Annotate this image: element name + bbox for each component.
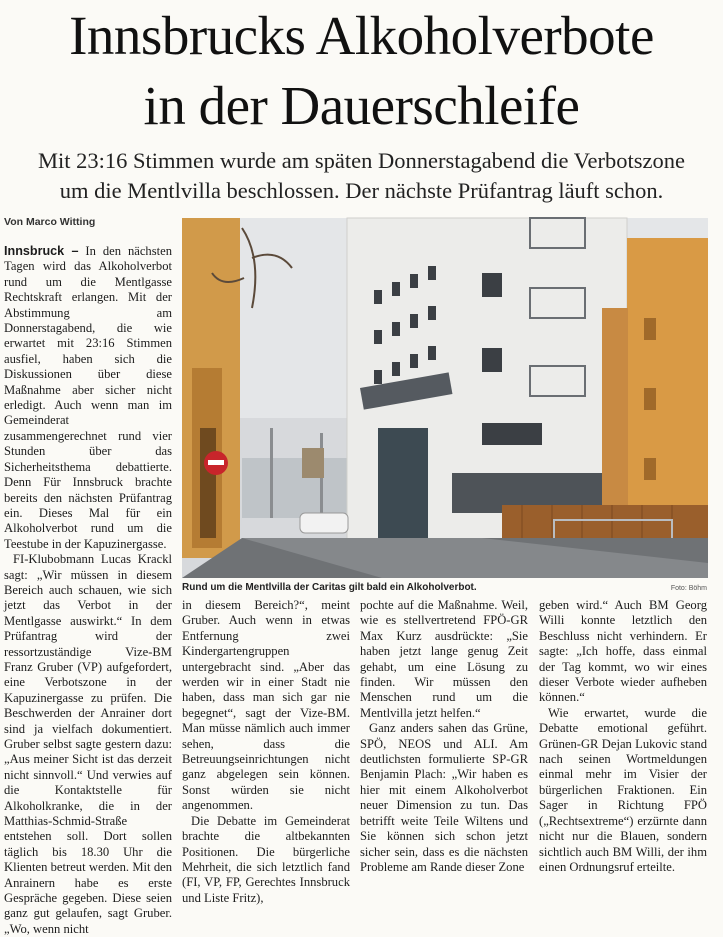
paragraph: Ganz anders sahen das Grüne, SPÖ, NEOS und ALI. Am deutlichsten formulierte SP-GR Benjamin Plach: „Wir haben es hier mit einem Alkoholverbot neuer Dimension zu tun. Das betrifft weite Teile Wiltens und Sie können sich schon jetzt sicher sein, dass es die nächsten Probleme am Rande dieser Zone bbox=[360, 721, 528, 874]
article-column-3 bbox=[360, 598, 528, 890]
paragraph: pochte auf die Maßnahme. Weil, wie es stellvertretend FPÖ-GR Max Kurz ausdrückte: „Sie haben jetzt lange genug Zeit gehabt, um eine Lösung zu finden. Wir müssen den Menschen rund um die Mentlvilla jetzt helfen.“ bbox=[360, 598, 528, 720]
article-column-2 bbox=[182, 598, 350, 905]
paragraph: geben wird.“ Auch BM Georg Willi konnte letztlich den Beschluss nicht verhindern. Er sagte: „Ich hoffe, dass einmal der Tag kommt, wo wir eines dieser Verbote wieder aufheben können.“ bbox=[539, 598, 707, 705]
paragraph: FI-Klubobmann Lucas Krackl sagt: „Wir müssen in diesem Bereich auch schauen, wie sich jetzt das Verbot in der Mentlgasse auswirkt.“ In dem Prüfantrag wird der ressortzuständige Vize-BM Franz Gruber (VP) aufgefordert, eine Verbotszone in der Kapuzinergasse zu prüfen. Die Beschwerden der Anrainer dort sind ja vielfach dokumentiert. Gruber selbst sagte gestern dazu: „Aus meiner Sicht ist das derzeit nicht sinnvoll.“ Und verwies auf die Kontaktstelle für Alkoholkranke, die in der Matthias-Schmid-Straße entstehen soll. Dort sollen täglich bis 18.30 Uhr die Klienten betreut werden. Mit den Anrainern habe es erste Gespräche gegeben. Diese seien ganz gut gelaufen, sagt Gruber. „Wo, wenn nicht bbox=[4, 552, 172, 936]
article-column-4 bbox=[539, 598, 707, 890]
photo-caption: Rund um die Mentlvilla der Caritas gilt bald ein Alkoholverbot. bbox=[182, 582, 477, 593]
article-column-1 bbox=[4, 244, 172, 936]
headline-line-1: Innsbrucks Alkoholverbote bbox=[69, 5, 654, 66]
headline-line-2: in der Dauerschleife bbox=[143, 75, 580, 136]
paragraph: in diesem Bereich?“, meint Gruber. Auch wenn in etwas Entfernung zwei Kindergartengruppen untergebracht sind. „Aber das werden wir in einer Stadt nie haben, dass man sich gar nie begegnet“, sagt der Vize-BM. Man müsse nämlich auch immer sehen, dass die Betreuungseinrichtungen nicht ganz abgelegen sein können. Sonst würden sie nicht angenommen. bbox=[182, 598, 350, 813]
subheadline-line-1: Mit 23:16 Stimmen wurde am späten Donnerstagabend die Verbotszone bbox=[38, 148, 685, 173]
mentlvilla-photo-illustration bbox=[182, 218, 708, 578]
paragraph: In den nächsten Tagen wird das Alkoholverbot rund um die Mentlgasse Rechtskraft erlangen. Mit der Abstimmung am Donnerstagabend, die wie erwartet mit 23:16 Stimmen ausfiel, haben sich die Diskussionen über diese Maßnahme aber sicher nicht erledigt. Auch wenn man im Gemeinderat zusammengerechnet rund vier Stunden über das Sicherheitsthema debattierte. Denn Für Innsbruck brachte bereits den nächsten Prüfantrag ein. Dieses Mal für ein Alkoholverbot rund um die Teestube in der Kapuzinergasse. bbox=[4, 244, 172, 551]
paragraph: Die Debatte im Gemeinderat brachte die altbekannten Positionen. Die bürgerliche Mehrheit, die sich letztlich fand (FI, VP, FP, Gerechtes Innsbruck und Liste Fritz), bbox=[182, 813, 350, 905]
article-photo bbox=[182, 218, 708, 578]
paragraph: Wie erwartet, wurde die Debatte emotional geführt. Grünen-GR Dejan Lukovic stand nach seinen Wortmeldungen einmal mehr im Visier der bürgerlichen Fraktionen. Ein Sager in Richtung FPÖ („Rechtsextreme“) erzürnte dann nicht nur die Blauen, sondern sichtlich auch BM Willi, der ihm einen Ordnungsruf erteilte. bbox=[539, 705, 707, 874]
byline: Von Marco Witting bbox=[4, 216, 96, 228]
photo-credit: Foto: Böhm bbox=[670, 585, 707, 592]
subheadline-line-2: um die Mentlvilla beschlossen. Der nächste Prüfantrag läuft schon. bbox=[59, 178, 664, 203]
dateline: Innsbruck – bbox=[4, 244, 79, 258]
